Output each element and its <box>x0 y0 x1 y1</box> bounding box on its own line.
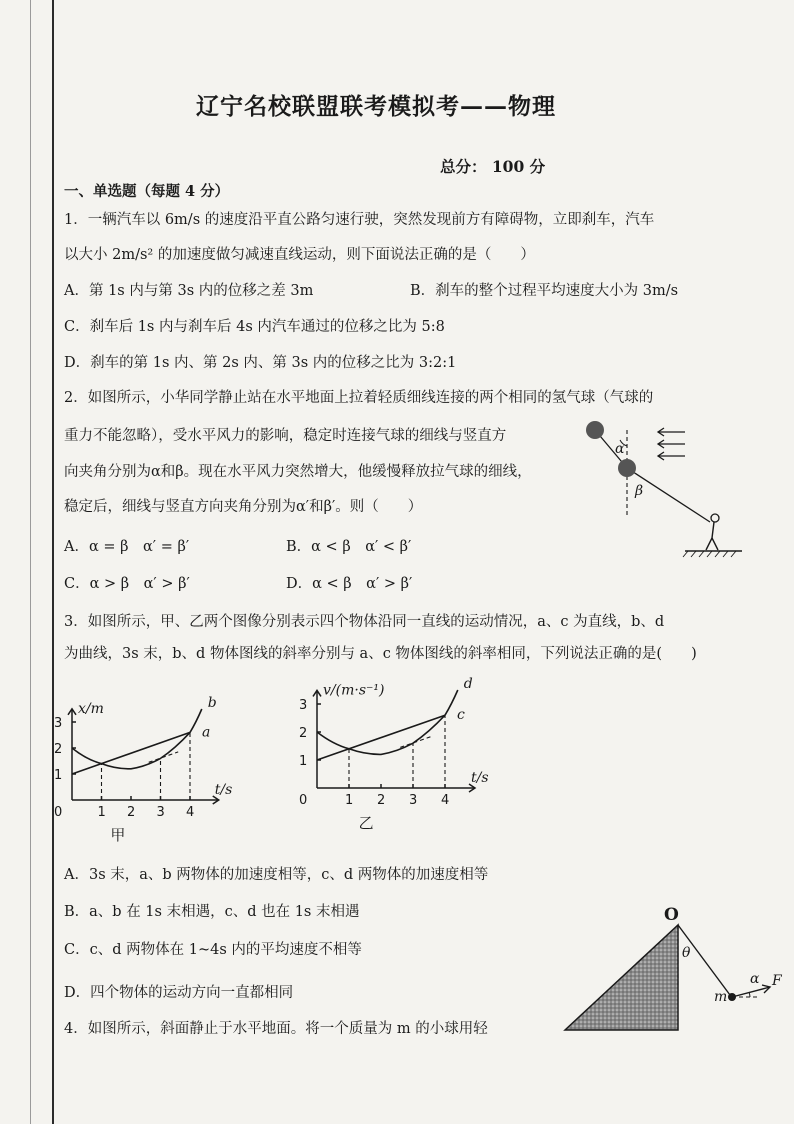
y-tick-label: 1 <box>299 754 308 769</box>
q4-stem-line1: 4．如图所示，斜面静止于水平地面。将一个质量为 m 的小球用轻 <box>64 1021 488 1037</box>
incline-wedge <box>565 925 678 1030</box>
y-axis-label: v/(m·s⁻¹) <box>323 682 385 699</box>
binding-line <box>52 0 54 1124</box>
q2-fig-beta: β <box>635 483 644 499</box>
binding-line-outer <box>30 0 31 1124</box>
y-tick-label: 3 <box>299 698 308 713</box>
x-tick-label: 1 <box>345 793 354 808</box>
x-tick-label: 2 <box>377 793 386 808</box>
x-tick-label: 0 <box>54 805 63 820</box>
series-label-d: d <box>463 676 473 692</box>
x-tick-label: 2 <box>127 805 136 820</box>
x-axis-label: t/s <box>471 770 489 786</box>
q4-fig-theta: θ <box>682 945 691 961</box>
chart-caption: 乙 <box>358 814 374 832</box>
chart-jia <box>50 695 280 850</box>
x-tick-label: 0 <box>299 793 308 808</box>
q4-fig-O: O <box>664 905 679 925</box>
y-axis-label: x/m <box>78 700 104 717</box>
q2-stem-line1: 2．如图所示，小华同学静止站在水平地面上拉着轻质细线连接的两个相同的氢气球（气球的 <box>64 390 654 406</box>
q4-fig-m: m <box>714 989 728 1005</box>
x-tick-label: 4 <box>441 793 450 808</box>
q2-balloon-figure <box>580 410 750 560</box>
q4-fig-F: F <box>772 973 782 989</box>
x-tick-label: 1 <box>97 805 106 820</box>
wind-arrows-icon <box>658 428 685 460</box>
x-axis-label: t/s <box>214 782 233 798</box>
q2-fig-alpha: α <box>615 441 625 457</box>
series-curve-d <box>317 690 458 754</box>
q4-fig-alpha: α <box>750 971 760 987</box>
q1-option-d: D．刹车的第 1s 内、第 2s 内、第 3s 内的位移之比为 3:2:1 <box>64 355 457 371</box>
y-tick-label: 3 <box>54 716 63 731</box>
q3-option-d: D．四个物体的运动方向一直都相同 <box>64 985 294 1001</box>
q3-option-b: B．a、b 在 1s 末相遇，c、d 也在 1s 末相遇 <box>64 904 360 920</box>
q2-option-b: B．α < β α′ < β′ <box>286 539 412 555</box>
series-curve-b <box>72 709 202 769</box>
q1-option-b: B．刹车的整个过程平均速度大小为 3m/s <box>410 283 679 299</box>
x-tick-label: 3 <box>156 805 165 820</box>
y-tick-label: 1 <box>54 768 63 783</box>
q2-option-d: D．α < β α′ > β′ <box>286 576 413 592</box>
q2-option-c: C．α > β α′ > β′ <box>64 576 190 592</box>
q1-option-a: A．第 1s 内与第 3s 内的位移之差 3m <box>64 283 314 299</box>
q3-option-a: A．3s 末，a、b 两物体的加速度相等，c、d 两物体的加速度相等 <box>64 867 489 883</box>
series-label-c: c <box>457 707 465 724</box>
series-line-c <box>317 715 445 760</box>
x-tick-label: 3 <box>409 793 418 808</box>
tangent-at-3s <box>149 752 179 762</box>
tangent-at-3s <box>400 736 432 747</box>
q1-stem-line2: 以大小 2m/s² 的加速度做匀减速直线运动，则下面说法正确的是（ ） <box>64 247 535 263</box>
page-title: 辽宁名校联盟联考模拟考——物理 <box>196 93 556 120</box>
q3-option-c: C．c、d 两物体在 1~4s 内的平均速度不相等 <box>64 942 362 958</box>
total-score: 总分： 100 分 <box>440 157 546 176</box>
section-heading: 一、单选题（每题 4 分） <box>64 183 230 200</box>
q3-stem-line1: 3．如图所示，甲、乙两个图像分别表示四个物体沿同一直线的运动情况，a、c 为直线，b、d <box>64 614 665 630</box>
person-icon <box>706 514 719 550</box>
y-tick-label: 2 <box>299 726 308 741</box>
balloon-upper-icon <box>586 421 604 439</box>
q3-stem-line2: 为曲线，3s 末，b、d 物体图线的斜率分别与 a、c 物体图线的斜率相同，下列说法正确的是( ) <box>64 646 697 662</box>
q1-option-c: C．刹车后 1s 内与刹车后 4s 内汽车通过的位移之比为 5:8 <box>64 319 445 335</box>
q2-stem-line2: 重力不能忽略），受水平风力的影响，稳定时连接气球的细线与竖直方 <box>64 428 507 444</box>
q2-stem-line4: 稳定后，细线与竖直方向夹角分别为α′和β′。则（ ） <box>64 499 423 515</box>
q2-option-a: A．α = β α′ = β′ <box>64 539 190 555</box>
chart-yi <box>295 678 530 850</box>
chart-caption: 甲 <box>110 826 126 844</box>
x-tick-label: 4 <box>186 805 195 820</box>
series-label-b: b <box>207 695 217 711</box>
series-line-a <box>72 732 190 774</box>
series-label-a: a <box>202 724 211 741</box>
q1-stem-line1: 1．一辆汽车以 6m/s 的速度沿平直公路匀速行驶，突然发现前方有障碍物，立即刹车，汽车 <box>64 212 655 228</box>
q2-stem-line3: 向夹角分别为α和β。现在水平风力突然增大，他缓慢释放拉气球的细线， <box>64 464 532 480</box>
q4-incline-figure <box>560 905 785 1040</box>
balloon-lower-icon <box>618 459 636 477</box>
y-tick-label: 2 <box>54 742 63 757</box>
